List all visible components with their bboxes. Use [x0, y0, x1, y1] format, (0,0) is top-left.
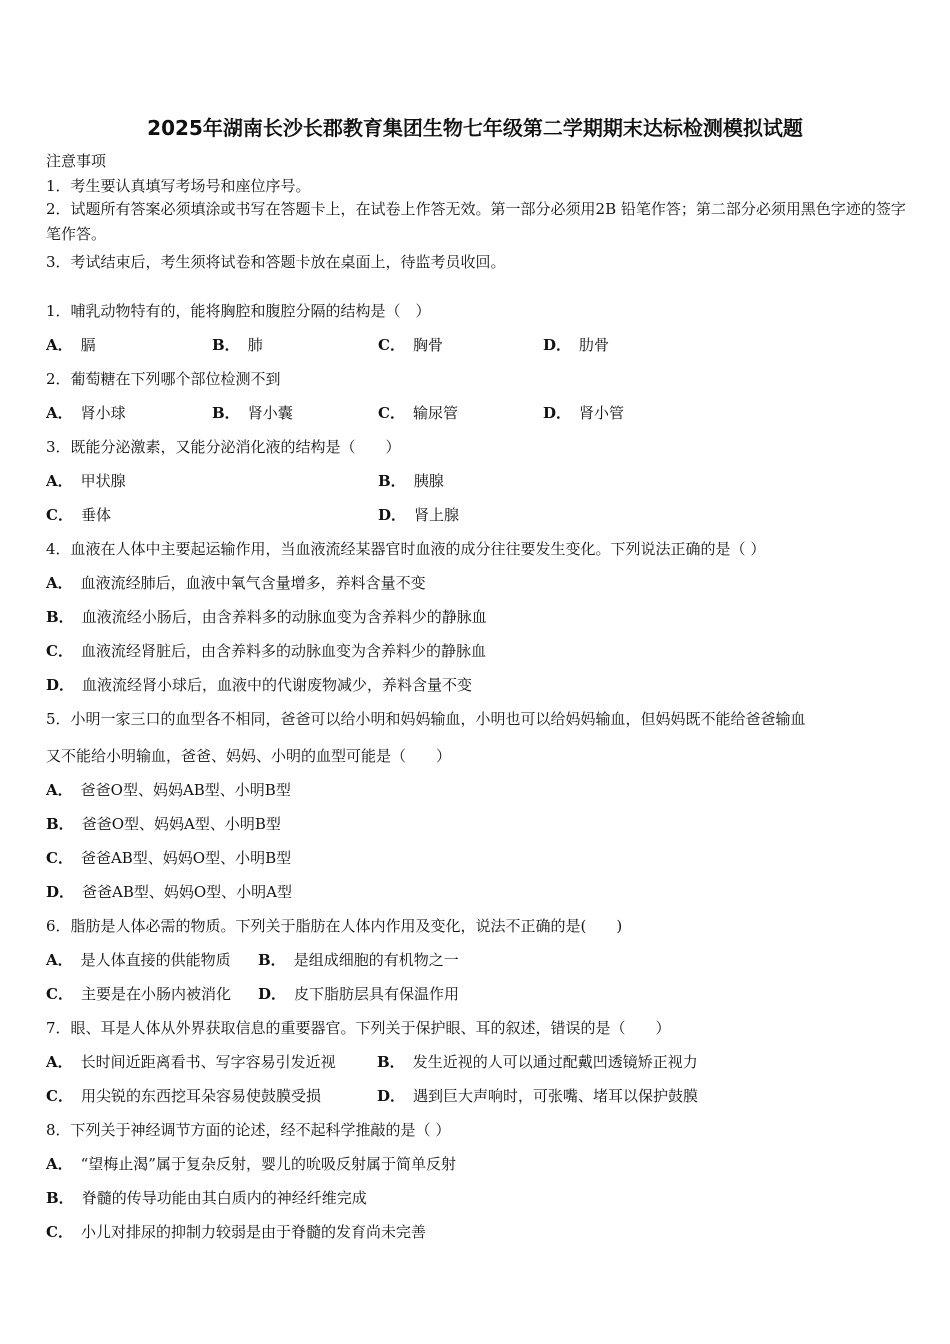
option-label: A．: [46, 574, 73, 592]
option-text: 胰腺: [413, 472, 444, 490]
question-6-option-c[interactable]: [46, 985, 231, 1003]
option-text: 爸爸AB型、妈妈O型、小明A型: [82, 883, 293, 901]
question-2-option-b[interactable]: [212, 404, 293, 422]
option-label: D．: [377, 1087, 406, 1105]
question-5-stem-line2: 又不能给小明输血，爸爸、妈妈、小明的血型可能是（ ）: [46, 747, 452, 765]
question-6-option-a[interactable]: [46, 951, 231, 969]
option-label: C．: [46, 1223, 73, 1241]
option-text: 肋骨: [579, 336, 610, 354]
question-6-option-b[interactable]: [258, 951, 459, 969]
question-5-option-b[interactable]: [46, 815, 281, 833]
option-text: 爸爸O型、妈妈A型、小明B型: [81, 815, 281, 833]
option-label: B．: [46, 1189, 74, 1207]
option-label: C．: [46, 849, 73, 867]
option-label: A．: [46, 951, 73, 969]
option-label: C．: [46, 642, 73, 660]
question-1-option-d[interactable]: [543, 336, 609, 354]
option-text: 是组成细胞的有机物之一: [293, 951, 459, 969]
question-2-option-c[interactable]: [378, 404, 458, 422]
option-text: 肺: [247, 336, 263, 354]
question-6-option-d[interactable]: [258, 985, 459, 1003]
option-text: 血液流经肾小球后，血液中的代谢废物减少，养料含量不变: [82, 676, 473, 694]
question-5-stem-line1: 5．小明一家三口的血型各不相同，爸爸可以给小明和妈妈输血，小明也可以给妈妈输血，但妈妈既不能给爸爸输血: [46, 710, 806, 728]
option-text: 是人体直接的供能物质: [80, 951, 231, 969]
question-1-option-b[interactable]: [212, 336, 263, 354]
question-3-option-b[interactable]: [378, 472, 444, 490]
option-label: B．: [378, 472, 406, 490]
question-5-option-d[interactable]: [46, 883, 292, 901]
question-4-option-c[interactable]: [46, 642, 486, 660]
option-label: D．: [258, 985, 287, 1003]
question-2-stem: 2．葡萄糖在下列哪个部位检测不到: [46, 370, 281, 388]
question-5-option-a[interactable]: [46, 781, 291, 799]
page-title: 2025年湖南长沙长郡教育集团生物七年级第二学期期末达标检测模拟试题: [147, 116, 803, 140]
option-text: 发生近视的人可以通过配戴凹透镜矫正视力: [412, 1053, 698, 1071]
option-label: A．: [46, 781, 73, 799]
option-text: 输尿管: [412, 404, 458, 422]
option-text: 垂体: [80, 506, 111, 524]
option-label: C．: [46, 1087, 73, 1105]
question-2-option-d[interactable]: [543, 404, 624, 422]
question-7-option-b[interactable]: [377, 1053, 698, 1071]
option-label: A．: [46, 1053, 73, 1071]
question-4-option-b[interactable]: [46, 608, 487, 626]
notice-item-3: 3．考试结束后，考生须将试卷和答题卡放在桌面上，待监考员收回。: [46, 253, 506, 271]
option-text: 胸骨: [412, 336, 443, 354]
option-label: D．: [543, 336, 572, 354]
option-label: B．: [46, 608, 74, 626]
question-7-option-c[interactable]: [46, 1087, 321, 1105]
option-text: “望梅止渴”属于复杂反射，婴儿的吮吸反射属于简单反射: [80, 1155, 456, 1173]
notice-item-2: 2．试题所有答案必须填涂或书写在答题卡上，在试卷上作答无效。第一部分必须用2B 铅笔作答；第二部分必须用黑色字迹的签字笔作答。: [46, 200, 906, 243]
option-text: 血液流经肾脏后，由含养料多的动脉血变为含养料少的静脉血: [80, 642, 486, 660]
option-label: C．: [46, 506, 73, 524]
option-label: A．: [46, 336, 73, 354]
question-4-option-a[interactable]: [46, 574, 426, 592]
option-text: 用尖锐的东西挖耳朵容易使鼓膜受损: [80, 1087, 321, 1105]
question-3-option-d[interactable]: [378, 506, 459, 524]
question-3-option-c[interactable]: [46, 506, 111, 524]
option-label: D．: [378, 506, 407, 524]
option-text: 膈: [80, 336, 96, 354]
option-text: 爸爸O型、妈妈AB型、小明B型: [80, 781, 291, 799]
option-text: 脊髓的传导功能由其白质内的神经纤维完成: [81, 1189, 367, 1207]
question-4-option-d[interactable]: [46, 676, 472, 694]
option-text: 血液流经小肠后，由含养料多的动脉血变为含养料少的静脉血: [81, 608, 487, 626]
option-text: 甲状腺: [80, 472, 126, 490]
notice-item-1: 1．考生要认真填写考场号和座位序号。: [46, 177, 311, 195]
option-text: 肾小囊: [247, 404, 293, 422]
option-label: A．: [46, 472, 73, 490]
option-label: C．: [378, 404, 405, 422]
option-text: 遇到巨大声响时，可张嘴、堵耳以保护鼓膜: [413, 1087, 699, 1105]
option-text: 长时间近距离看书、写字容易引发近视: [80, 1053, 336, 1071]
option-label: D．: [543, 404, 572, 422]
question-2-option-a[interactable]: [46, 404, 126, 422]
option-label: B．: [377, 1053, 405, 1071]
question-1-option-a[interactable]: [46, 336, 96, 354]
question-7-option-a[interactable]: [46, 1053, 336, 1071]
option-label: B．: [212, 404, 240, 422]
question-6-stem: 6．脂肪是人体必需的物质。下列关于脂肪在人体内作用及变化，说法不正确的是( ): [46, 917, 623, 935]
question-8-option-c[interactable]: [46, 1223, 426, 1241]
option-text: 肾小球: [80, 404, 126, 422]
question-7-stem: 7．眼、耳是人体从外界获取信息的重要器官。下列关于保护眼、耳的叙述，错误的是（ ）: [46, 1019, 671, 1037]
question-4-stem: 4．血液在人体中主要起运输作用，当血液流经某器官时血液的成分往往要发生变化。下列说法正确的是（ ）: [46, 540, 766, 558]
option-label: B．: [212, 336, 240, 354]
option-label: A．: [46, 404, 73, 422]
question-1-option-c[interactable]: [378, 336, 443, 354]
option-label: A．: [46, 1155, 73, 1173]
question-3-option-a[interactable]: [46, 472, 126, 490]
option-label: C．: [46, 985, 73, 1003]
option-label: C．: [378, 336, 405, 354]
question-5-option-c[interactable]: [46, 849, 291, 867]
option-label: B．: [258, 951, 286, 969]
option-text: 血液流经肺后，血液中氧气含量增多，养料含量不变: [80, 574, 426, 592]
option-text: 皮下脂肪层具有保温作用: [294, 985, 460, 1003]
option-text: 主要是在小肠内被消化: [80, 985, 231, 1003]
question-7-option-d[interactable]: [377, 1087, 698, 1105]
option-label: D．: [46, 676, 75, 694]
question-8-option-b[interactable]: [46, 1189, 367, 1207]
option-text: 肾小管: [579, 404, 625, 422]
question-8-option-a[interactable]: [46, 1155, 456, 1173]
notice-heading: 注意事项: [46, 152, 107, 170]
option-text: 肾上腺: [414, 506, 460, 524]
question-3-stem: 3．既能分泌激素，又能分泌消化液的结构是（ ）: [46, 438, 401, 456]
option-text: 爸爸AB型、妈妈O型、小明B型: [80, 849, 292, 867]
option-label: D．: [46, 883, 75, 901]
question-1-stem: 1．哺乳动物特有的，能将胸腔和腹腔分隔的结构是（ ）: [46, 302, 431, 320]
option-label: B．: [46, 815, 74, 833]
option-text: 小儿对排尿的抑制力较弱是由于脊髓的发育尚未完善: [80, 1223, 426, 1241]
question-8-stem: 8．下列关于神经调节方面的论述，经不起科学推敲的是（ ）: [46, 1121, 451, 1139]
